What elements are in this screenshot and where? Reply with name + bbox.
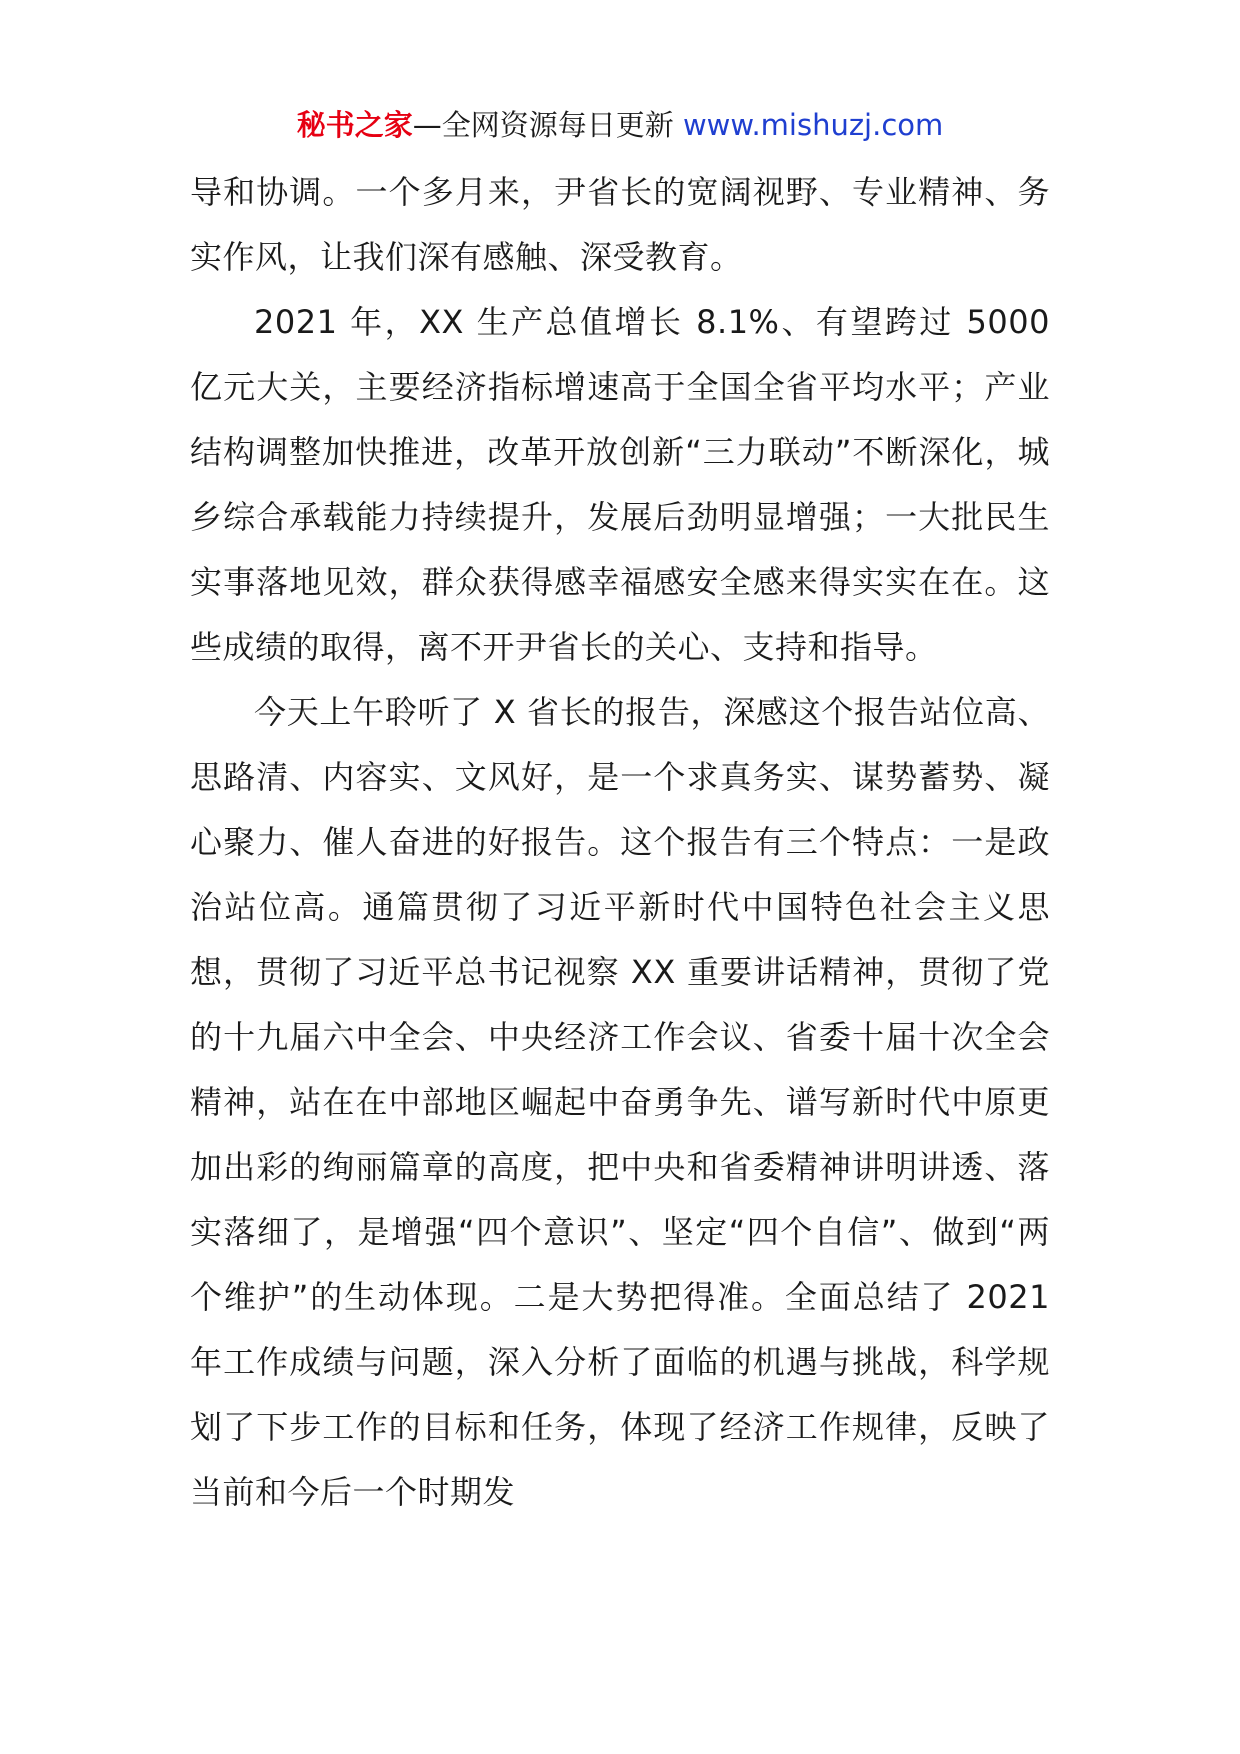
paragraph-continuation: 导和协调。一个多月来，尹省长的宽阔视野、专业精神、务实作风，让我们深有感触、深受教育。 [190,173,1050,276]
brand-name: 秘书之家 [296,108,413,142]
header-tagline: —全网资源每日更新 [412,108,674,142]
page-header [0,100,1240,150]
paragraph-report-review: 今天上午聆听了 X 省长的报告，深感这个报告站位高、思路清、内容实、文风好，是一个求真务实、谋势蓄势、凝心聚力、催人奋进的好报告。这个报告有三个特点：一是政治站位高。通篇贯彻了习近平新时代中国特色社会主义思想，贯彻了习近平总书记视察 XX 重要讲话精神，贯彻了党的十九届六中全会、中央经济工作会议、省委十届十次全会精神，站在在中部地区崛起中奋勇争先、谱写新时代中原更加出彩的绚丽篇章的高度，把中央和省委精神讲明讲透、落实落细了，是增强“四个意识”、坚定“四个自信”、做到“两个维护”的生动体现。二是大势把得准。全面总结了 2021 年工作成绩与问题，深入分析了面临的机遇与挑战，科学规划了下步工作的目标和任务，体现了经济工作规律，反映了当前和今后一个时期发 [190,693,1050,1511]
paragraph-achievements: 2021 年，XX 生产总值增长 8.1%、有望跨过 5000 亿元大关，主要经济指标增速高于全国全省平均水平；产业结构调整加快推进，改革开放创新“三力联动”不断深化，城乡综合承载能力持续提升，发展后劲明显增强；一大批民生实事落地见效，群众获得感幸福感安全感来得实实在在。这些成绩的取得，离不开尹省长的关心、支持和指导。 [190,303,1050,666]
document-body [190,160,1050,1525]
site-url-link[interactable]: www.mishuzj.com [682,108,944,142]
